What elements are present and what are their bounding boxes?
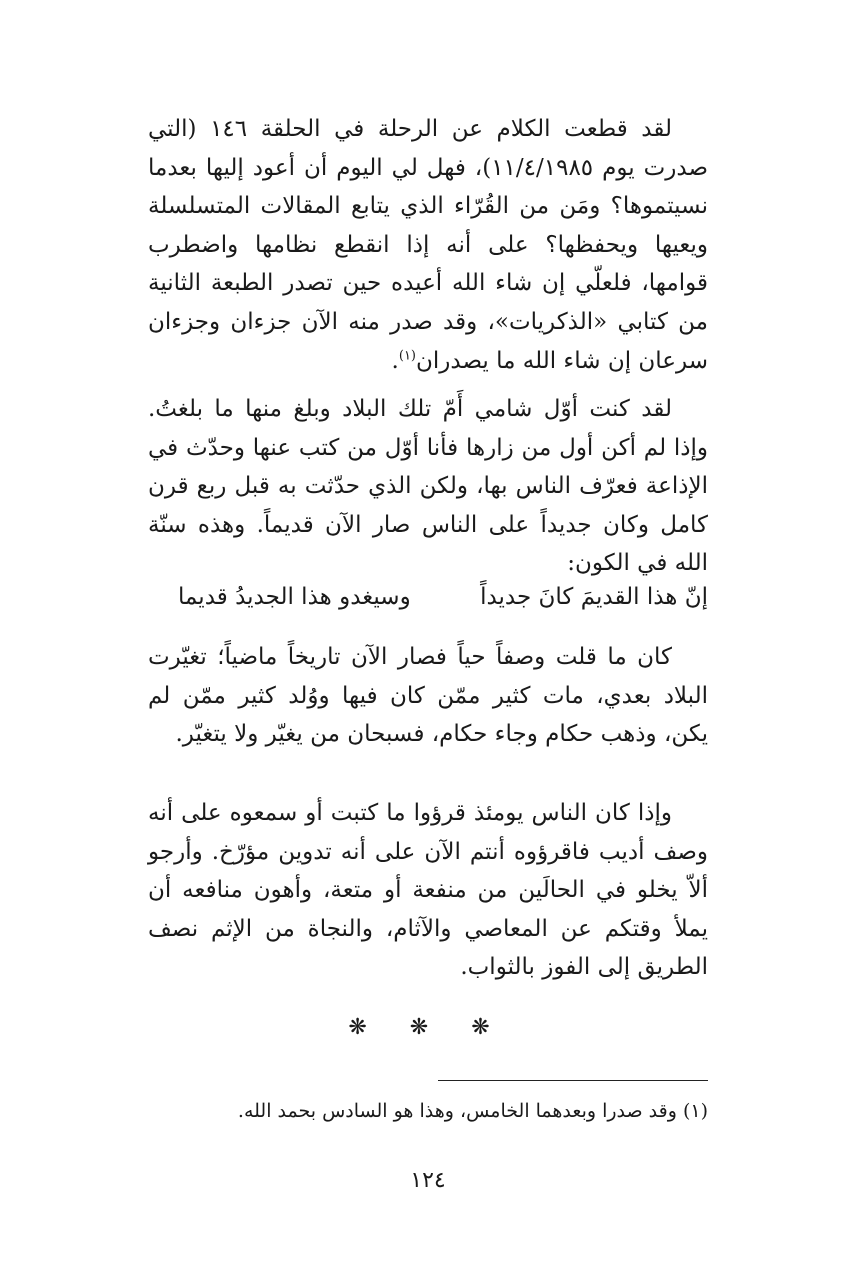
page-number: ١٢٤ — [410, 1168, 446, 1193]
book-page — [148, 110, 708, 1220]
paragraph-1 — [148, 110, 708, 380]
footnote-reference: (١) — [398, 347, 416, 363]
paragraph-4: وإذا كان الناس يومئذ قرؤوا ما كتبت أو سمعوه على أنه وصف أديب فاقرؤوه أنتم الآن على أنه تدوين مؤرّخ. وأرجو ألاّ يخلو في الحالَين من منفعة أو متعة، وأهون منافعه أن يملأ وقتكم عن المعاصي والآثام، والنجاة من الإثم نصف الطريق إلى الفوز بالثواب. — [148, 800, 708, 981]
section-separator: ❋ ❋ ❋ — [348, 1015, 508, 1040]
footnote: (١) وقد صدرا وبعدهما الخامس، وهذا هو السادس بحمد الله. — [237, 1100, 708, 1122]
paragraph-2: لقد كنت أوّل شامي أَمّ تلك البلاد وبلغ منها ما بلغتُ. وإذا لم أكن أول من زارها فأنا أوّل من كتب عنها وحدّث في الإذاعة فعرّف الناس بها، ولكن الذي حدّثت به قبل ربع قرن كامل وكان جديداً على الناس صار الآن قديماً. وهذه سنّة الله في الكون: — [148, 396, 708, 577]
paragraph-1-end: . — [391, 347, 399, 374]
footnote-rule — [438, 1080, 708, 1081]
verse-second-hemistich: وسيغدو هذا الجديدُ قديما — [178, 584, 411, 610]
paragraph-1-text: لقد قطعت الكلام عن الرحلة في الحلقة ١٤٦ (التي صدرت يوم ١١/٤/١٩٨٥)، فهل لي اليوم أن أعود إليها بعدما نسيتموها؟ ومَن من القُرّاء الذي يتابع المقالات المتسلسلة ويعيها ويحفظها؟ على أنه إذا انقطع نظامها واضطرب قوامها، فلعلّي إن شاء الله أعيده حين تصدر الطبعة الثانية من كتابي «الذكريات»، وقد صدر منه الآن جزءان وجزءان سرعان إن شاء الله ما يصدران — [148, 116, 708, 374]
poetry-verse — [148, 578, 708, 618]
paragraph-3: كان ما قلت وصفاً حياً فصار الآن تاريخاً ماضياً؛ تغيّرت البلاد بعدي، مات كثير ممّن كان فيها ووُلد كثير ممّن لم يكن، وذهب حكام وجاء حكام، فسبحان من يغيّر ولا يتغيّر. — [148, 644, 708, 748]
verse-first-hemistich: إنّ هذا القديمَ كانَ جديداً — [480, 584, 708, 610]
